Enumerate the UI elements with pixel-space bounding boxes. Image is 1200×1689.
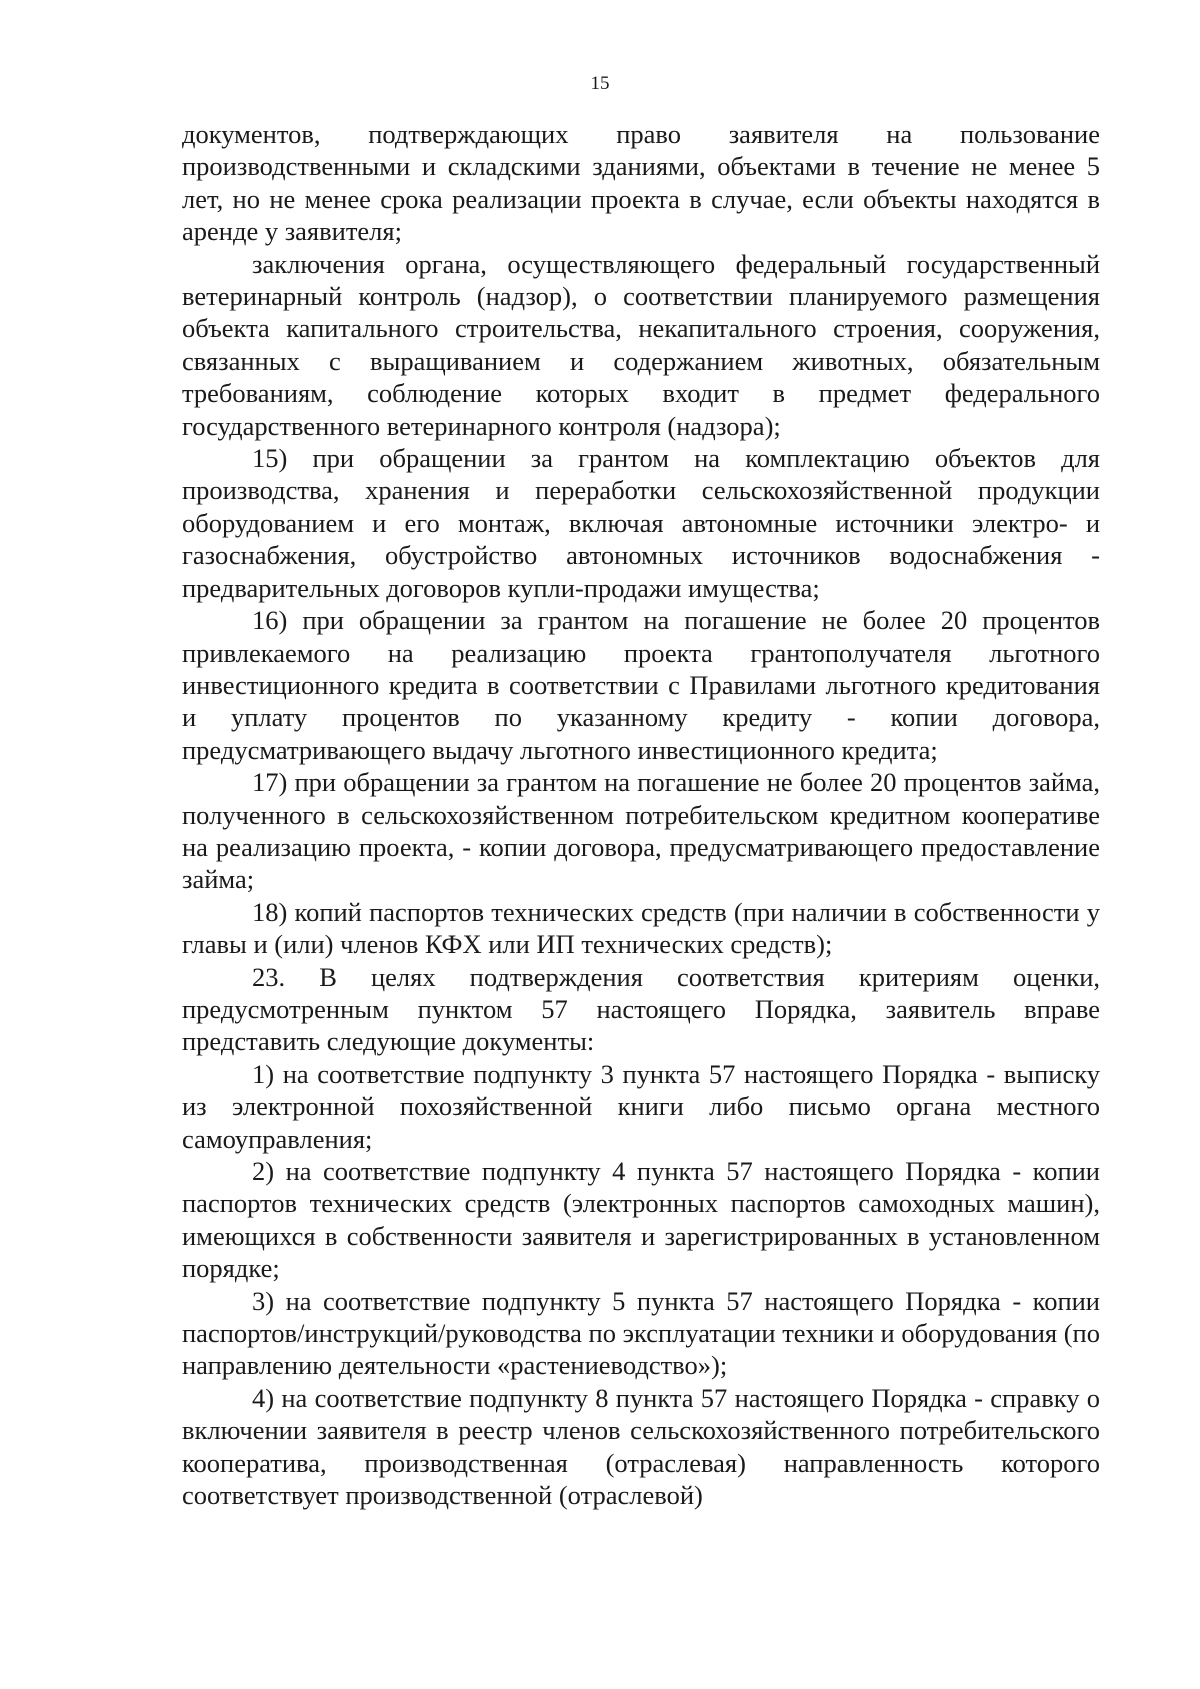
document-body <box>182 118 1100 1511</box>
paragraph-item-16: 16) при обращении за грантом на погашение не более 20 процентов привлекаемого на реализацию проекта грантополучателя льготного инвестиционного кредита в соответствии с Правилами льготного кредитования и уплату процентов по указанному кредиту - копии договора, предусматривающего выдачу льготного инвестиционного кредита; <box>182 605 1100 765</box>
paragraph-sub-3: 3) на соответствие подпункту 5 пункта 57 настоящего Порядка - копии паспортов/инструкций/руководства по эксплуатации техники и оборудования (по направлению деятельности «растениеводство»); <box>182 1285 1100 1381</box>
paragraph-docs-rights: документов, подтверждающих право заявителя на пользование производственными и складскими зданиями, объектами в течение не менее 5 лет, но не менее срока реализации проекта в случае, если объекты находятся в аренде у заявителя; <box>182 119 1100 247</box>
page-number: 15 <box>590 73 610 94</box>
paragraph-clause-23: 23. В целях подтверждения соответствия критериям оценки, предусмотренным пунктом 57 настоящего Порядка, заявитель вправе представить следующие документы: <box>182 961 1100 1057</box>
paragraph-sub-4: 4) на соответствие подпункту 8 пункта 57 настоящего Порядка - справку о включении заявителя в реестр членов сельскохозяйственного потребительского кооператива, производственная (отраслевая) направленность которого соответствует производственной (отраслевой) <box>182 1382 1100 1511</box>
paragraph-item-17: 17) при обращении за грантом на погашение не более 20 процентов займа, полученного в сельскохозяйственном потребительском кредитном кооперативе на реализацию проекта, - копии договора, предусматривающего предоставление займа; <box>182 767 1100 895</box>
paragraph-sub-1: 1) на соответствие подпункту 3 пункта 57 настоящего Порядка - выписку из электронной похозяйственной книги либо письмо органа местного самоуправления; <box>182 1058 1100 1154</box>
paragraph-item-18: 18) копий паспортов технических средств (при наличии в собственности у главы и (или) членов КФХ или ИП технических средств); <box>182 896 1100 960</box>
paragraph-item-15: 15) при обращении за грантом на комплектацию объектов для производства, хранения и переработки сельскохозяйственной продукции оборудованием и его монтаж, включая автономные источники электро- и газоснабжения, обустройство автономных источников водоснабжения - предварительных договоров купли-продажи имущества; <box>182 443 1100 603</box>
paragraph-sub-2: 2) на соответствие подпункту 4 пункта 57 настоящего Порядка - копии паспортов технических средств (электронных паспортов самоходных машин), имеющихся в собственности заявителя и зарегистрированных в установленном порядке; <box>182 1156 1100 1284</box>
paragraph-vet-conclusion: заключения органа, осуществляющего федеральный государственный ветеринарный контроль (надзор), о соответствии планируемого размещения объекта капитального строительства, некапитального строения, сооружения, связанных с выращиванием и содержанием животных, обязательным требованиям, соблюдение которых входит в предмет федерального государственного ветеринарного контроля (надзора); <box>182 248 1100 441</box>
